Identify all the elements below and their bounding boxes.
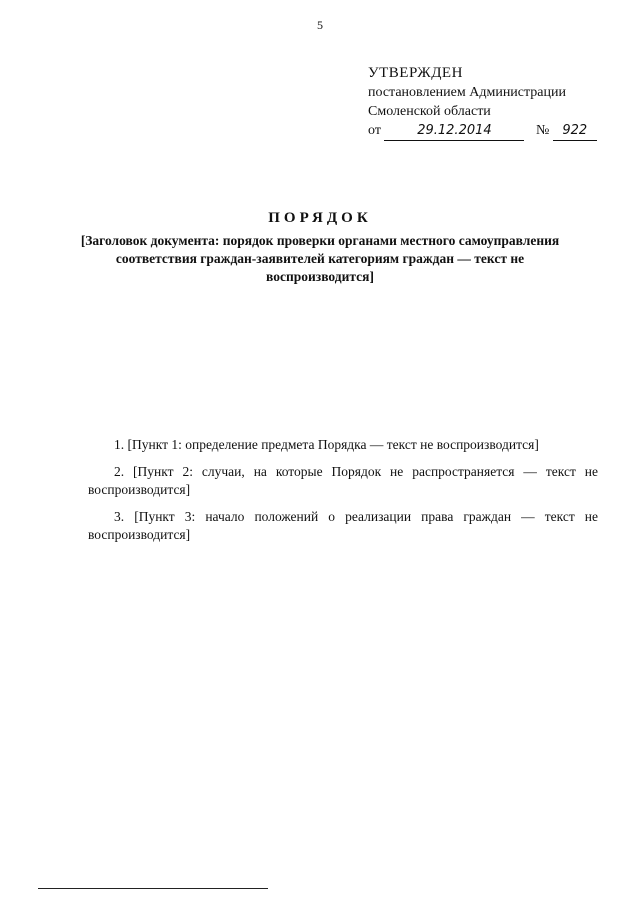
paragraph-1: 1. [Пункт 1: определение предмета Порядка — текст не воспроизводится] bbox=[114, 437, 539, 452]
approval-date: 29.12.2014 bbox=[384, 121, 524, 141]
approval-block bbox=[368, 64, 618, 141]
date-prefix: от bbox=[368, 123, 381, 138]
footer-rule bbox=[38, 888, 268, 889]
page-number: 5 bbox=[317, 18, 323, 32]
document-title: ПОРЯДОК bbox=[268, 210, 372, 226]
number-prefix: № bbox=[535, 123, 550, 138]
approval-heading: УТВЕРЖДЕН bbox=[368, 65, 463, 81]
approval-number: 922 bbox=[553, 121, 597, 141]
paragraph-2: 2. [Пункт 2: случаи, на которые Порядок не распространяется — текст не воспроизводится] bbox=[88, 463, 598, 497]
paragraph-3: 3. [Пункт 3: начало положений о реализации права граждан — текст не воспроизводится] bbox=[88, 508, 598, 542]
approval-line-2: Смоленской области bbox=[368, 104, 491, 119]
approval-date-number-row bbox=[368, 121, 618, 141]
approval-line-1: постановлением Администрации bbox=[368, 85, 566, 100]
document-body bbox=[88, 436, 598, 553]
document-subtitle: [Заголовок документа: порядок проверки органами местного самоуправления соответствия граждан-заявителей категориям граждан — текст не воспроизводится] bbox=[80, 233, 560, 284]
